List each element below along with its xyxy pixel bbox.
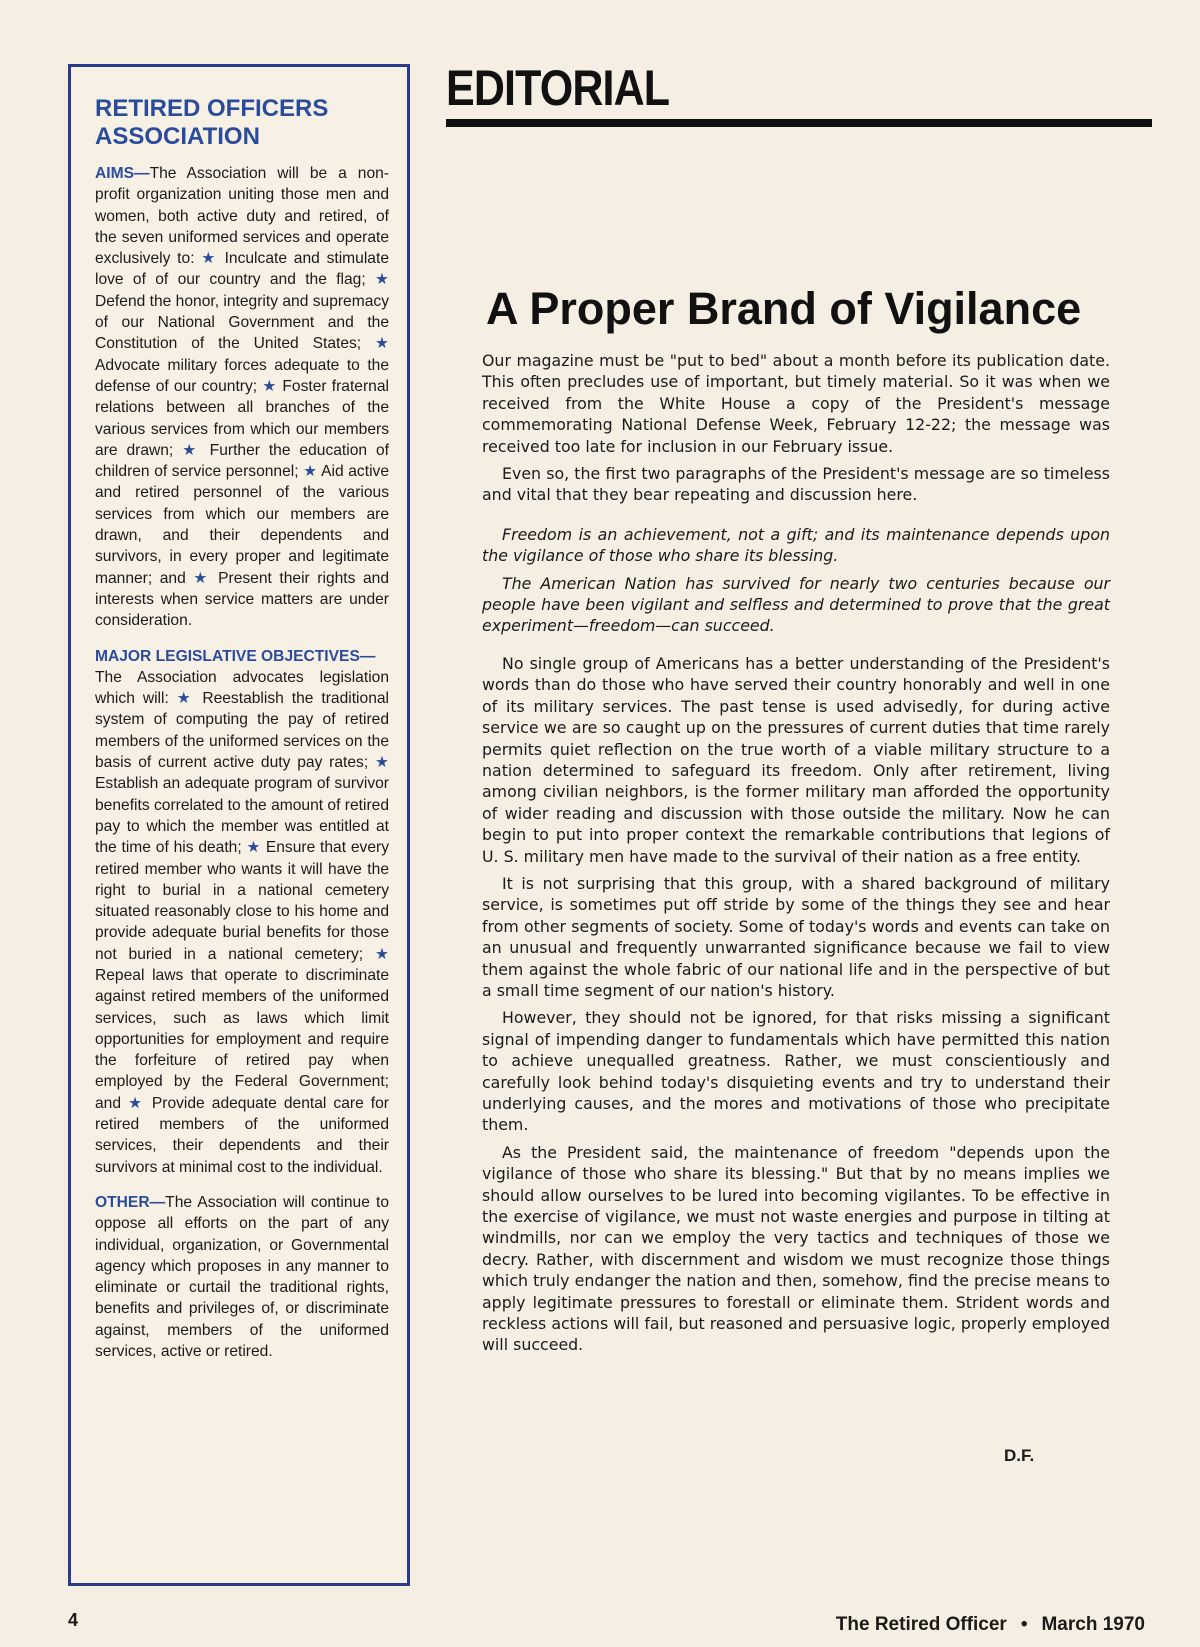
legislative-item: Reestablish the traditional system of computing the pay of retired members of the uniformed services on the basis of current active duty pay rates; xyxy=(95,690,389,772)
article-paragraph: It is not surprising that this group, with a shared background of military service, is sometimes put off stride by some of the things they see and hear from other segments of society. Some of today's words and events can take on an unusual and frequently unwarranted significance because we fail to view them against the whole fabric of our national life and in the perspective of but a small time segment of our nation's history. xyxy=(482,873,1110,1000)
legislative-item: Provide adequate dental care for retired members of the uniformed services, their dependents and their survivors at minimal cost to the individual. xyxy=(95,1094,389,1176)
article-body xyxy=(482,350,1110,1362)
section-label: EDITORIAL xyxy=(446,60,670,116)
article-paragraph: However, they should not be ignored, for that risks missing a significant signal of impending danger to fundamentals which have permitted this nation to achieve unequalled greatness. Rather, we must conscientiously and carefully look behind today's disquieting events and try to understand their underlying causes, and the mores and motivations of those who precipitate them. xyxy=(482,1008,1110,1135)
aims-heading: AIMS— xyxy=(95,165,150,182)
sidebar-title-line: ASSOCIATION xyxy=(95,123,260,150)
star-icon: ★ xyxy=(262,377,278,395)
sidebar-title xyxy=(95,95,389,151)
star-icon: ★ xyxy=(375,335,389,353)
star-icon: ★ xyxy=(375,271,389,289)
article-paragraph: Our magazine must be "put to bed" about a month before its publication date. This often precludes use of important, but timely material. So it was when we received from the White House a copy of the President's message commemorating National Defense Week, February 12-22; the message was received too late for inclusion in our February issue. xyxy=(482,351,1110,456)
star-icon: ★ xyxy=(303,463,318,481)
star-icon: ★ xyxy=(182,441,201,459)
legislative-item: Repeal laws that operate to discriminate against retired members of the uniformed services, such as laws which limit opportunities for employment and require the forfeiture of retired pay when employed by the Federal Government; and xyxy=(95,966,389,1112)
quotation xyxy=(482,524,1110,637)
other-section xyxy=(95,1192,389,1362)
aims-item: Inculcate and stimulate love of of our country and the flag; xyxy=(95,250,389,289)
star-icon: ★ xyxy=(375,754,389,772)
sidebar-title-line: RETIRED OFFICERS xyxy=(95,95,329,122)
article-paragraph: No single group of Americans has a better understanding of the President's words than do those who have served their country honorably and well in one of its military services. The past tense is used advisedly, for during active service we are so caught up on the pressures of current duties that time rarely permits quiet reflection on the true worth of a viable military structure to a nation determined to safeguard its freedom. Only after retirement, living among civilian neighbors, is the former military man afforded the opportunity of wider reading and discussion with those outside the military. Now he can begin to put into proper context the remarkable contributions that legions of U. S. military men have made to the survival of their nation as a free entity. xyxy=(482,653,1110,866)
star-icon: ★ xyxy=(201,250,218,268)
legislative-item: Ensure that every retired member who wants it will have the right to burial in a national cemetery situated reasonably close to his home and provide adequate burial benefits for those not buried in a national cemetery; xyxy=(95,839,390,963)
aims-item: Defend the honor, integrity and supremacy of our National Government and the Constitution of the United States; xyxy=(95,292,389,353)
article-paragraph: Even so, the first two paragraphs of the President's message are so timeless and vital that they bear repeating and discussion here. xyxy=(482,464,1110,505)
aims-item: Aid active and retired personnel of the various services from which our members are drawn, and their dependents and survivors, in every proper and legitimate manner; and xyxy=(95,463,389,587)
article-title: A Proper Brand of Vigilance xyxy=(486,283,1082,334)
legislative-section xyxy=(95,646,389,1178)
legislative-intro: The Association advocates legislation which will: xyxy=(95,668,389,708)
article-paragraph: As the President said, the maintenance of freedom "depends upon the vigilance of those who share its blessing." But that by no means implies we should allow ourselves to be lured into becoming vigilantes. To be effective in the exercise of vigilance, we must not waste energies and purpose in tilting at windmills, nor can we employ the very tactics and techniques of those we decry. Rather, with discernment and wisdom we must recognize those things which truly endanger the nation and then, somehow, find the precise means to apply legitimate pressures to forestall or eliminate them. Strident words and reckless actions will fail, but reasoned and persuasive logic, properly employed will succeed. xyxy=(482,1142,1110,1355)
aims-intro: The Association will be a non-profit organization uniting those men and women, both active duty and retired, of the seven uniformed services and operate exclusively to: xyxy=(95,165,389,268)
other-text: The Association will continue to oppose all efforts on the part of any individual, organization, or Governmental agency which proposes in any manner to eliminate or curtail the traditional rights, benefits and privileges of, or discriminate against, members of the uniformed services, active or retired. xyxy=(95,1193,389,1361)
aims-item: Present their rights and interests when service matters are under consideration. xyxy=(95,569,389,630)
association-sidebar xyxy=(68,64,410,1586)
aims-section xyxy=(95,163,389,632)
star-icon: ★ xyxy=(246,839,261,857)
page-number: 4 xyxy=(68,1610,79,1630)
separator-dot: • xyxy=(1020,1614,1028,1635)
footer-publication xyxy=(836,1614,1145,1636)
legislative-heading: MAJOR LEGISLATIVE OBJECTIVES— xyxy=(95,647,376,665)
star-icon: ★ xyxy=(128,1094,145,1112)
star-icon: ★ xyxy=(176,690,195,708)
aims-item: Foster fraternal relations between all branches of the various services from which our members are drawn; xyxy=(95,377,389,459)
aims-item: Further the education of children of service personnel; xyxy=(95,441,389,481)
header-rule xyxy=(446,119,1152,127)
quote-paragraph: Freedom is an achievement, not a gift; and its maintenance depends upon the vigilance of those who share its blessing. xyxy=(482,524,1110,566)
legislative-item: Establish an adequate program of survivor benefits correlated to the amount of retired pay to which the member was entitled at the time of his death; xyxy=(95,775,389,857)
star-icon: ★ xyxy=(193,569,211,587)
issue-date: March 1970 xyxy=(1041,1614,1145,1635)
star-icon: ★ xyxy=(375,945,389,963)
quote-paragraph: The American Nation has survived for nearly two centuries because our people have been vigilant and selfless and determined to prove that the great experiment—freedom—can succeed. xyxy=(482,573,1110,636)
other-heading: OTHER— xyxy=(95,1193,166,1211)
aims-item: Advocate military forces adequate to the defense of our country; xyxy=(95,356,389,395)
publication-name: The Retired Officer xyxy=(835,1614,1007,1635)
author-signature: D.F. xyxy=(1004,1446,1035,1465)
